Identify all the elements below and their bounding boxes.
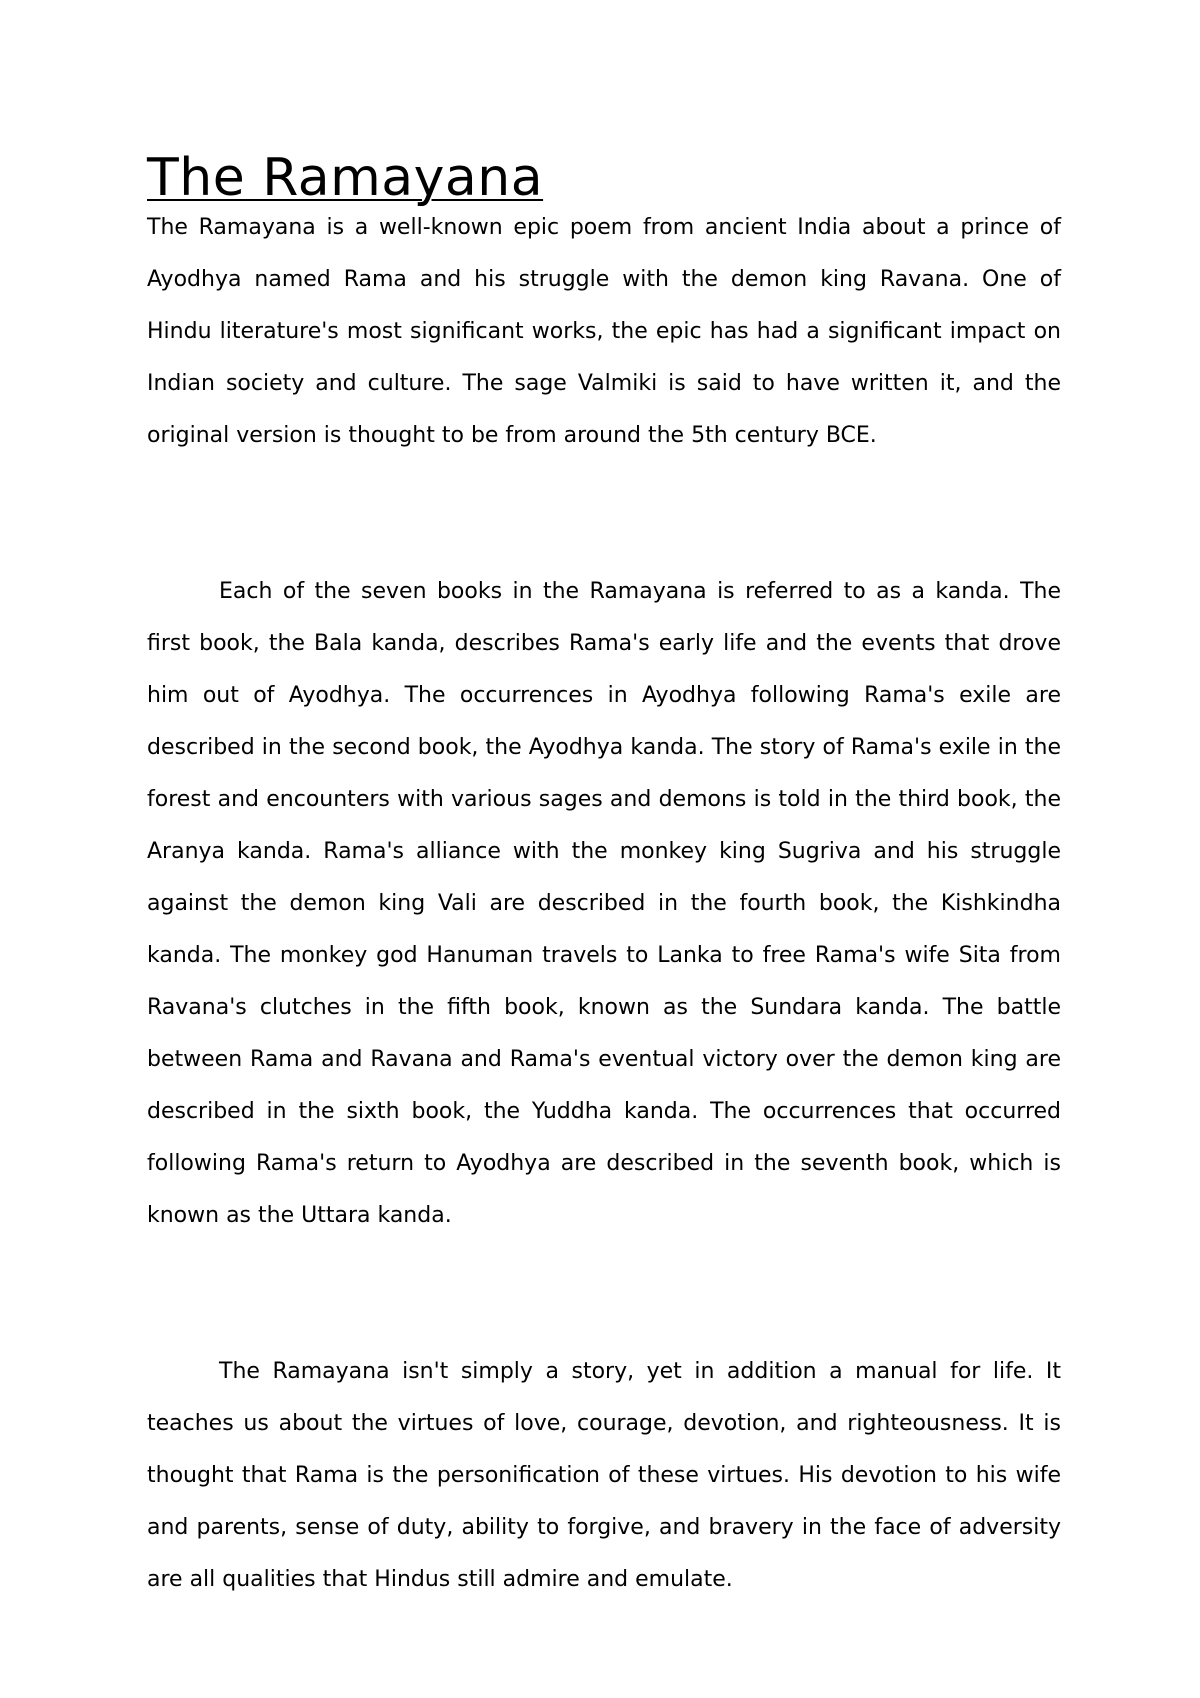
document-body: [147, 148, 1061, 1606]
paragraph-spacer: [147, 462, 1061, 566]
paragraph-spacer: [147, 1242, 1061, 1346]
paragraph-virtues: The Ramayana isn't simply a story, yet in addition a manual for life. It teaches us about the virtues of love, courage, devotion, and righteousness. It is thought that Rama is the personification of these virtues. His devotion to his wife and parents, sense of duty, ability to forgive, and bravery in the face of adversity are all qualities that Hindus still admire and emulate.: [147, 1359, 1061, 1592]
paragraph-intro: The Ramayana is a well-known epic poem from ancient India about a prince of Ayodhya named Rama and his struggle with the demon king Ravana. One of Hindu literature's most significant works, the epic has had a significant impact on Indian society and culture. The sage Valmiki is said to have written it, and the original version is thought to be from around the 5th century BCE.: [147, 215, 1061, 448]
paragraph-books: Each of the seven books in the Ramayana is referred to as a kanda. The first book, the Bala kanda, describes Rama's early life and the events that drove him out of Ayodhya. The occurrences in Ayodhya following Rama's exile are described in the second book, the Ayodhya kanda. The story of Rama's exile in the forest and encounters with various sages and demons is told in the third book, the Aranya kanda. Rama's alliance with the monkey king Sugriva and his struggle against the demon king Vali are described in the fourth book, the Kishkindha kanda. The monkey god Hanuman travels to Lanka to free Rama's wife Sita from Ravana's clutches in the fifth book, known as the Sundara kanda. The battle between Rama and Ravana and Rama's eventual victory over the demon king are described in the sixth book, the Yuddha kanda. The occurrences that occurred following Rama's return to Ayodhya are described in the seventh book, which is known as the Uttara kanda.: [147, 579, 1061, 1228]
document-title: The Ramayana: [147, 148, 544, 208]
